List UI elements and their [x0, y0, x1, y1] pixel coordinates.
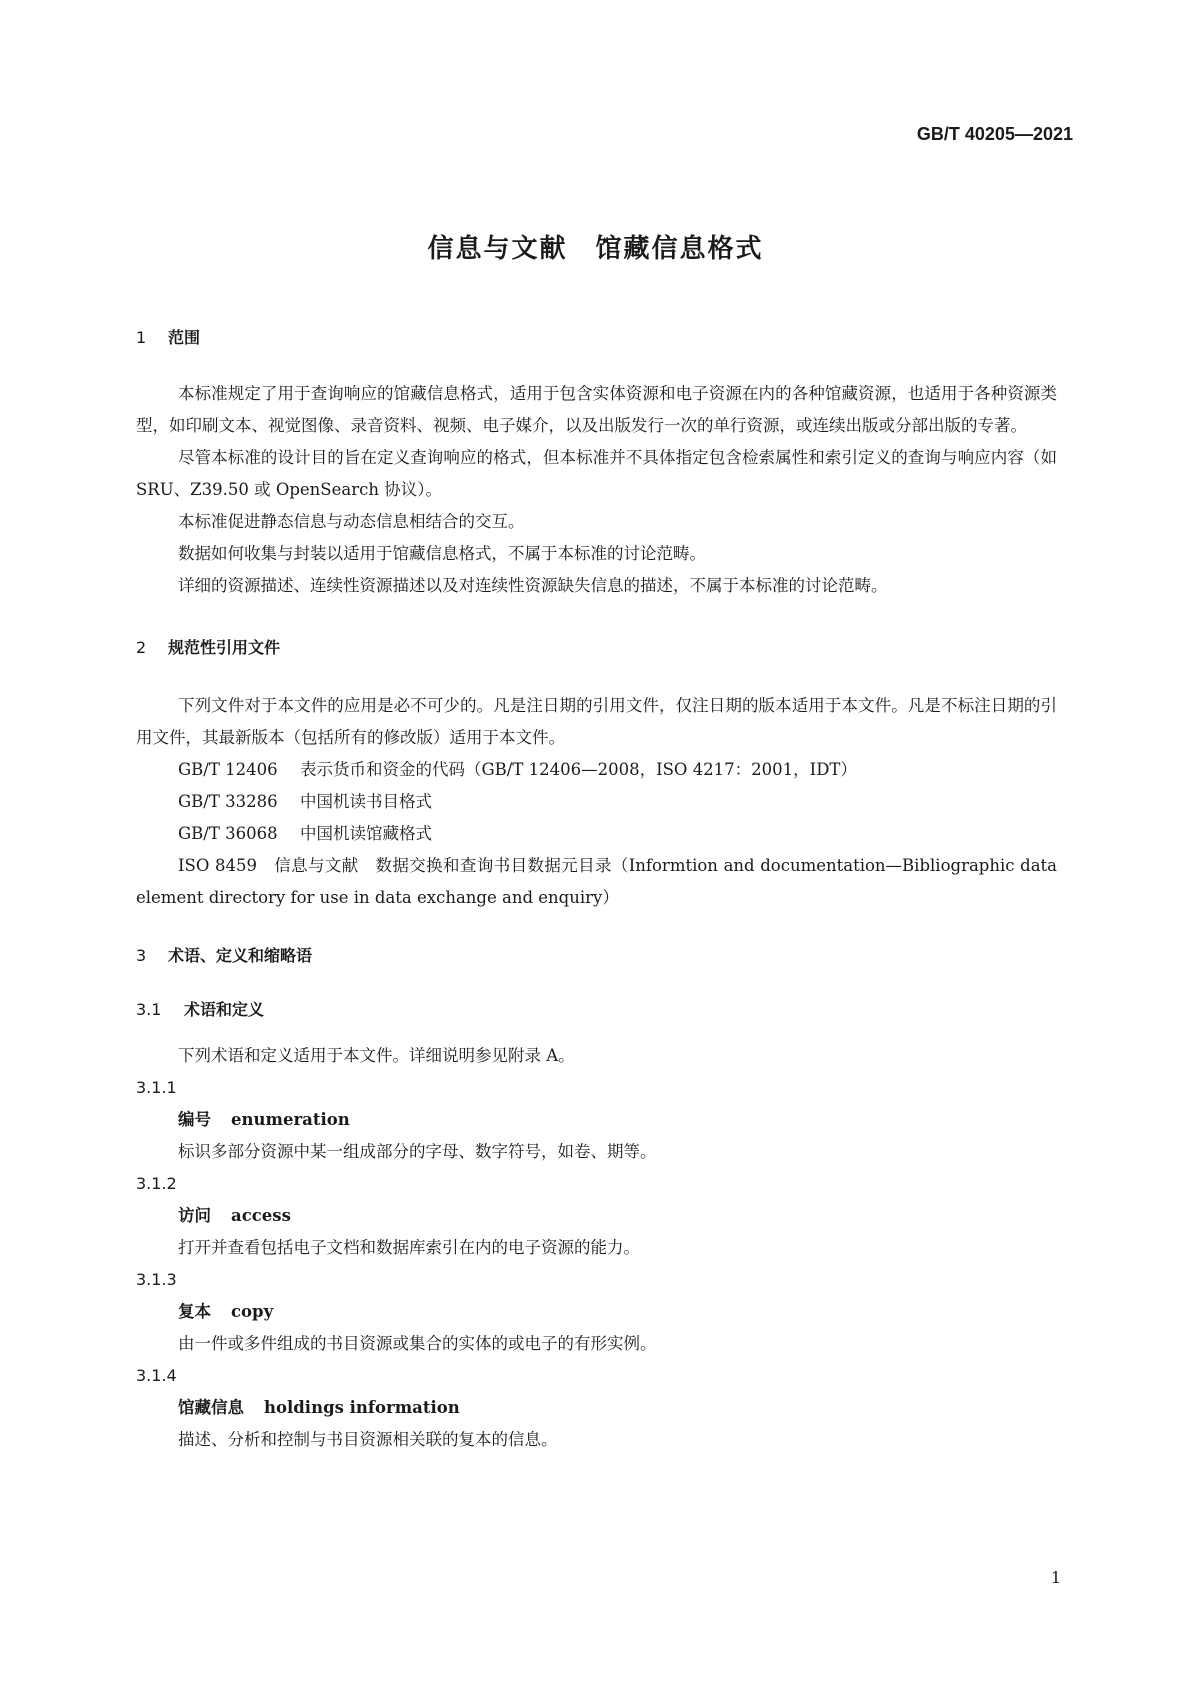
reference-item — [136, 818, 1057, 850]
section-title: 范围 — [168, 328, 201, 347]
section-number: 1 — [136, 328, 147, 347]
term-entry — [136, 1360, 1057, 1456]
section-title: 规范性引用文件 — [168, 638, 281, 657]
reference-item-iso: ISO 8459 信息与文献 数据交换和查询书目数据元目录（Informtion and documentation—Bibliographic data element directory for use in data exchange and enquiry） — [136, 856, 1057, 907]
term-number: 3.1.1 — [136, 1078, 177, 1097]
term-heading — [136, 1104, 1057, 1136]
term-number: 3.1.4 — [136, 1366, 177, 1385]
subsection-title: 术语和定义 — [184, 1000, 265, 1019]
term-definition: 打开并查看包括电子文档和数据库索引在内的电子资源的能力。 — [178, 1238, 640, 1257]
term-heading — [136, 1296, 1057, 1328]
term-zh: 访问 — [178, 1206, 211, 1225]
page-number: 1 — [1050, 1568, 1061, 1587]
term-heading — [136, 1200, 1057, 1232]
reference-title: 表示货币和资金的代码（GB/T 12406—2008，ISO 4217：2001，IDT） — [300, 760, 857, 779]
scope-paragraph: 尽管本标准的设计目的旨在定义查询响应的格式，但本标准并不具体指定包含检索属性和索引定义的查询与响应内容（如 SRU、Z39.50 或 OpenSearch 协议）。 — [136, 448, 1057, 499]
references-intro: 下列文件对于本文件的应用是必不可少的。凡是注日期的引用文件，仅注日期的版本适用于本文件。凡是不标注日期的引用文件，其最新版本（包括所有的修改版）适用于本文件。 — [136, 696, 1057, 747]
term-entry — [136, 1264, 1057, 1360]
reference-item — [136, 786, 1057, 818]
reference-code: GB/T 33286 — [178, 792, 278, 811]
terms-intro: 下列术语和定义适用于本文件。详细说明参见附录 A。 — [178, 1046, 575, 1065]
term-en: access — [231, 1206, 291, 1225]
reference-code: GB/T 36068 — [178, 824, 278, 843]
term-zh: 编号 — [178, 1110, 211, 1129]
subsection-number: 3.1 — [136, 1000, 162, 1019]
reference-title: 中国机读书目格式 — [300, 792, 432, 811]
scope-paragraph: 数据如何收集与封装以适用于馆藏信息格式，不属于本标准的讨论范畴。 — [178, 544, 706, 563]
term-en: copy — [231, 1302, 274, 1321]
document-title: 信息与文献 馆藏信息格式 — [427, 234, 764, 264]
standard-number: GB/T 40205—2021 — [916, 124, 1073, 144]
section-title: 术语、定义和缩略语 — [168, 946, 313, 965]
term-entry — [136, 1168, 1057, 1264]
term-zh: 馆藏信息 — [178, 1398, 244, 1417]
term-heading — [136, 1392, 1057, 1424]
term-definition: 由一件或多件组成的书目资源或集合的实体的或电子的有形实例。 — [178, 1334, 657, 1353]
scope-paragraph: 详细的资源描述、连续性资源描述以及对连续性资源缺失信息的描述，不属于本标准的讨论范畴。 — [178, 576, 888, 595]
reference-code: GB/T 12406 — [178, 760, 278, 779]
section-number: 3 — [136, 946, 147, 965]
section-number: 2 — [136, 638, 147, 657]
term-en: holdings information — [264, 1398, 460, 1417]
term-definition: 标识多部分资源中某一组成部分的字母、数字符号，如卷、期等。 — [178, 1142, 657, 1161]
term-number: 3.1.3 — [136, 1270, 177, 1289]
document-body — [136, 326, 1057, 1456]
term-zh: 复本 — [178, 1302, 211, 1321]
term-entry — [136, 1072, 1057, 1168]
scope-paragraph: 本标准规定了用于查询响应的馆藏信息格式，适用于包含实体资源和电子资源在内的各种馆藏资源，也适用于各种资源类型，如印刷文本、视觉图像、录音资料、视频、电子媒介，以及出版发行一次的单行资源，或连续出版或分部出版的专著。 — [136, 384, 1057, 435]
reference-title: 中国机读馆藏格式 — [300, 824, 432, 843]
scope-paragraph: 本标准促进静态信息与动态信息相结合的交互。 — [178, 512, 525, 531]
reference-item — [136, 754, 1057, 786]
subsection-3-1-heading — [136, 998, 1057, 1022]
term-en: enumeration — [231, 1110, 350, 1129]
term-number: 3.1.2 — [136, 1174, 177, 1193]
section-1-heading — [136, 326, 1057, 350]
term-definition: 描述、分析和控制与书目资源相关联的复本的信息。 — [178, 1430, 558, 1449]
section-3-heading — [136, 944, 1057, 968]
section-2-heading — [136, 636, 1057, 660]
